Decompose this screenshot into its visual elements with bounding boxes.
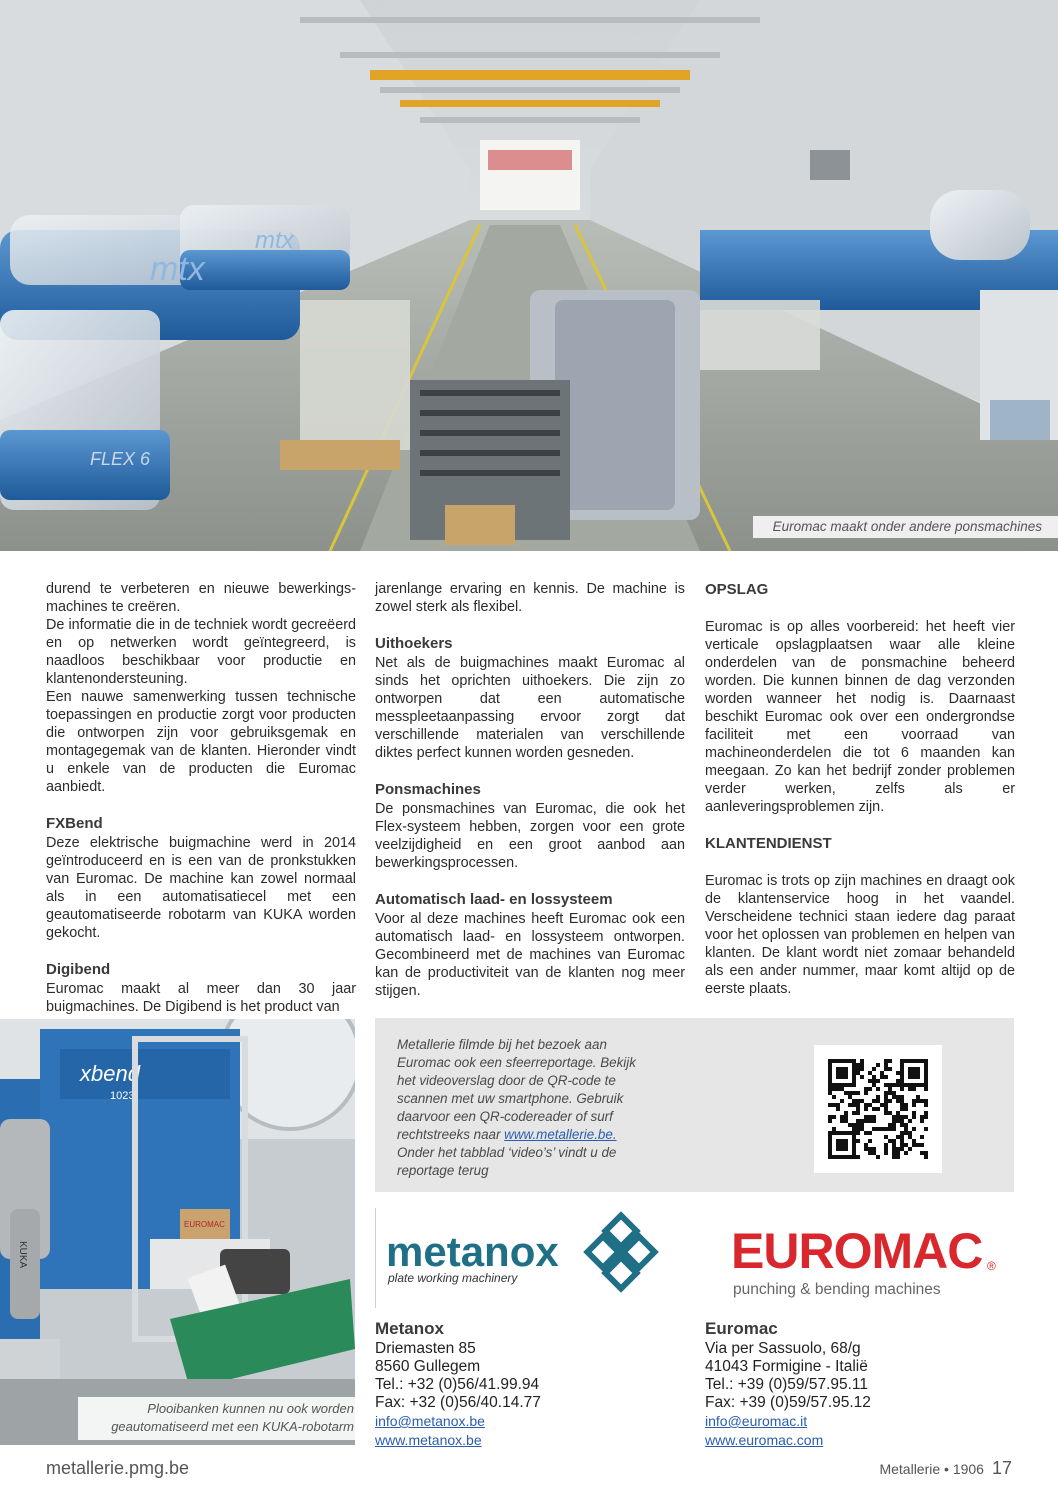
metanox-street: Driemasten 85 bbox=[375, 1340, 476, 1357]
robot-photo bbox=[0, 1019, 355, 1445]
klantendienst-heading: KLANTENDIENST bbox=[705, 835, 832, 852]
euromac-web-link[interactable]: www.euromac.com bbox=[705, 1432, 824, 1448]
metanox-contact bbox=[375, 1318, 675, 1450]
opslag-heading: OPSLAG bbox=[705, 581, 769, 598]
metanox-logo-graphic bbox=[376, 1208, 676, 1308]
ponsmachines-text: De ponsmachines van Euromac, die ook het Flex-systeem hebben, zorgen voor een grote veelzijdigheid en een groot aanbod aan bewerkingsprocessen. bbox=[375, 801, 685, 871]
hero-photo bbox=[0, 0, 1058, 551]
euromac-contact bbox=[705, 1318, 1005, 1450]
machine-model-label: 1023 bbox=[110, 1090, 135, 1102]
bending-robot-illustration bbox=[0, 1019, 355, 1445]
euromac-registered-mark: ® bbox=[987, 1259, 996, 1273]
klantendienst-text: Euromac is trots op zijn machines en draagt ook de klantenservice hoog in het vaandel. Verscheidene technici staan iedere dag paraat voor het oplossen van problemen en helpen van klanten. De klant wordt niet zomaar behandeld als een ander nummer, maar komt altijd op de eerste plaats. bbox=[705, 873, 1015, 997]
metanox-tagline: plate working machinery bbox=[388, 1271, 518, 1285]
euromac-wordmark: EUROMAC bbox=[731, 1223, 983, 1279]
robot-brand-label: KUKA bbox=[17, 1241, 28, 1269]
robot-caption: Plooibanken kunnen nu ook worden geautomatiseerd met een KUKA-robotarm bbox=[78, 1397, 360, 1440]
fxbend-heading: FXBend bbox=[46, 815, 103, 832]
qr-code-icon bbox=[814, 1045, 942, 1173]
metanox-email-link[interactable]: info@metanox.be bbox=[375, 1413, 485, 1429]
footer-magazine: Metallerie • 1906 bbox=[879, 1461, 984, 1477]
machine-label-mtx-1: mtx bbox=[150, 250, 205, 288]
machine-label-mtx-2: mtx bbox=[255, 227, 294, 254]
machine-brand-label: xbend bbox=[80, 1061, 140, 1086]
euromac-city: 41043 Formigine - Italië bbox=[705, 1358, 868, 1375]
footer-page-info bbox=[879, 1458, 1012, 1479]
metanox-logo bbox=[375, 1208, 676, 1308]
digibend-heading: Digibend bbox=[46, 961, 111, 978]
euromac-tagline: punching & bending machines bbox=[733, 1281, 941, 1298]
col2-intro: jarenlange ervaring en kennis. De machine is zowel sterk als flexibel. bbox=[375, 581, 685, 615]
metanox-city: 8560 Gullegem bbox=[375, 1358, 481, 1375]
video-text-after-link: Onder het tabblad ‘video’s’ vindt u de reportage terug bbox=[397, 1145, 617, 1178]
col1-paragraph-3: Een nauwe samenwerking tussen technische toepassingen en productie zorgt voor producten die ontworpen zijn voor gebruiksgemak en montagegemak van de klanten. Hieronder vindt u enkele van de producten die Euromac aanbiedt. bbox=[46, 689, 356, 795]
article-column-2 bbox=[375, 580, 685, 1000]
box-brand-label: EUROMAC bbox=[184, 1220, 225, 1229]
metanox-fax: Fax: +32 (0)56/40.14.77 bbox=[375, 1394, 541, 1411]
euromac-fax: Fax: +39 (0)59/57.95.12 bbox=[705, 1394, 871, 1411]
hero-caption: Euromac maakt onder andere ponsmachines bbox=[753, 516, 1058, 538]
opslag-text: Euromac is op alles voorbereid: het heeft vier verticale opslagplaatsen waar alle kleine onderdelen van de ponsmachine beheerd worden. Die kunnen binnen de dag verzonden worden wanneer het nodig is. Daarnaast beschikt Euromac ook over een ondergrondse faciliteit met een voorraad van machineonderdelen die tot 6 maanden kan meegaan. Zo kan het bedrijf zonder problemen verder werken, zelfs als er aanleveringsproblemen zijn. bbox=[705, 619, 1015, 815]
metallerie-link[interactable]: www.metallerie.be. bbox=[504, 1127, 617, 1142]
article-column-1 bbox=[46, 580, 356, 1016]
article-column-3 bbox=[705, 580, 1015, 998]
machine-label-flex: FLEX 6 bbox=[90, 449, 151, 469]
metanox-name: Metanox bbox=[375, 1319, 444, 1338]
euromac-logo-graphic bbox=[705, 1212, 1005, 1302]
ponsmachines-heading: Ponsmachines bbox=[375, 781, 481, 798]
uithoekers-heading: Uithoekers bbox=[375, 635, 453, 652]
laadsysteem-heading: Automatisch laad- en lossysteem bbox=[375, 891, 613, 908]
euromac-street: Via per Sassuolo, 68/g bbox=[705, 1340, 861, 1357]
digibend-text: Euromac maakt al meer dan 30 jaar buigmachines. De Digibend is het product van bbox=[46, 981, 356, 1015]
video-report-text bbox=[397, 1036, 657, 1180]
qr-code[interactable] bbox=[814, 1045, 942, 1173]
footer-site[interactable]: metallerie.pmg.be bbox=[46, 1458, 190, 1478]
euromac-email-link[interactable]: info@euromac.it bbox=[705, 1413, 808, 1429]
metanox-tel: Tel.: +32 (0)56/41.99.94 bbox=[375, 1376, 540, 1393]
col1-intro: durend te verbeteren en nieuwe bewerkings-machines te creëren. bbox=[46, 581, 356, 615]
uithoekers-text: Net als de buigmachines maakt Euromac al sinds het oprichten uithoekers. Die zijn zo ontworpen dat een automatische messpleetaanpassing ervoor zorgt dat verschillende materialen van verschillende diktes perfect kunnen worden gesneden. bbox=[375, 655, 685, 761]
page-number: 17 bbox=[991, 1458, 1012, 1478]
euromac-tel: Tel.: +39 (0)59/57.95.11 bbox=[705, 1376, 869, 1393]
metanox-diamond-icon bbox=[587, 1215, 654, 1288]
laadsysteem-text: Voor al deze machines heeft Euromac ook een automatisch laad- en lossysteem ontworpen. Gecombineerd met de machines van Euromac kan de productiviteit van de klanten nog meer stijgen. bbox=[375, 911, 685, 999]
video-report-box bbox=[375, 1018, 1014, 1192]
video-text-before-link: Metallerie filmde bij het bezoek aan Euromac ook een sfeerreportage. Bekijk het videoverslag door de QR-code te scannen met uw smartphone. Gebruik daarvoor een QR-codereader of surf rechtstreeks naar bbox=[397, 1037, 636, 1142]
metanox-web-link[interactable]: www.metanox.be bbox=[375, 1432, 482, 1448]
metanox-wordmark: metanox bbox=[386, 1228, 559, 1275]
col1-paragraph-2: De informatie die in de techniek wordt gecreëerd en op netwerken wordt geïntegreerd, is naadloos beschikbaar voor productie en klantenondersteuning. bbox=[46, 617, 356, 687]
euromac-name: Euromac bbox=[705, 1319, 778, 1338]
fxbend-text: Deze elektrische buigmachine werd in 2014 geïntroduceerd en is een van de pronkstukken van Euromac. De machine kan zowel normaal als in een automatisatiecel met een geautomatiseerde robotarm van KUKA worden gekocht. bbox=[46, 835, 356, 941]
factory-hall-illustration bbox=[0, 0, 1058, 551]
euromac-logo bbox=[705, 1212, 1005, 1302]
